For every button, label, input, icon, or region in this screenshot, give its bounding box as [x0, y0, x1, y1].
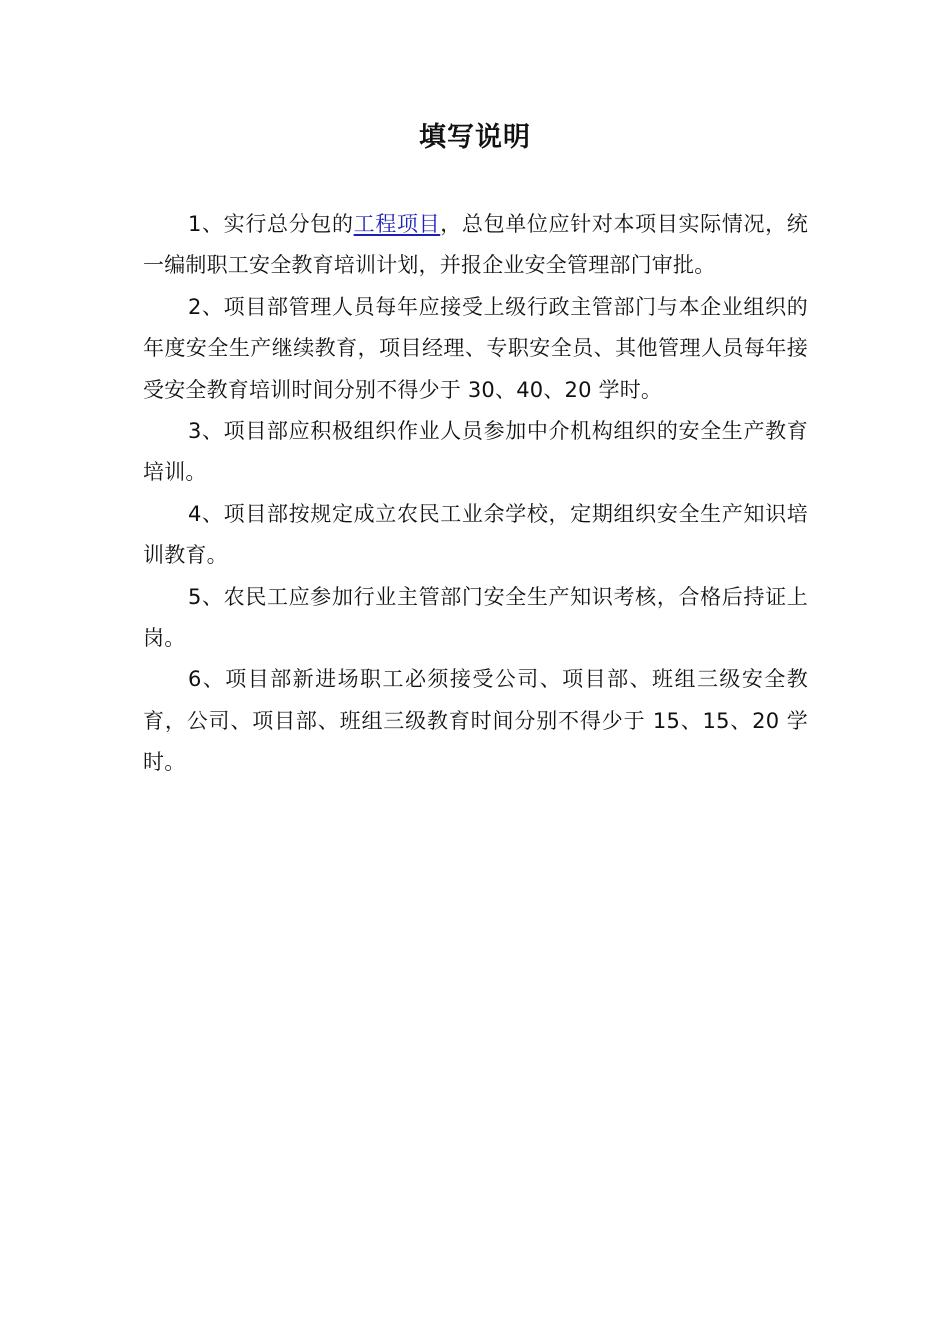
instruction-item-2: 2、项目部管理人员每年应接受上级行政主管部门与本企业组织的年度安全生产继续教育，项目经理、专职安全员、其他管理人员每年接受安全教育培训时间分别不得少于 30、40、20 学时。: [143, 294, 808, 402]
instruction-item-6: 6、项目部新进场职工必须接受公司、项目部、班组三级安全教育，公司、项目部、班组三级教育时间分别不得少于 15、15、20 学时。: [143, 667, 808, 775]
instruction-1-text-end: ，总包单位应针对本项目实际情况，统一编制职工安全教育培训计划，并报企业安全管理部门审批。: [143, 212, 808, 278]
instruction-1-text-start: 1、实行总分包的: [188, 212, 354, 236]
project-link[interactable]: 工程项目: [353, 212, 441, 236]
page-title: 填写说明: [419, 122, 531, 153]
instructions-list: [143, 204, 808, 784]
instruction-item-5: 5、农民工应参加行业主管部门安全生产知识考核，合格后持证上岗。: [143, 584, 808, 651]
instruction-item-4: 4、项目部按规定成立农民工业余学校，定期组织安全生产知识培训教育。: [143, 501, 808, 568]
instruction-item-3: 3、项目部应积极组织作业人员参加中介机构组织的安全生产教育培训。: [143, 419, 808, 485]
instruction-item-1: [143, 204, 808, 287]
